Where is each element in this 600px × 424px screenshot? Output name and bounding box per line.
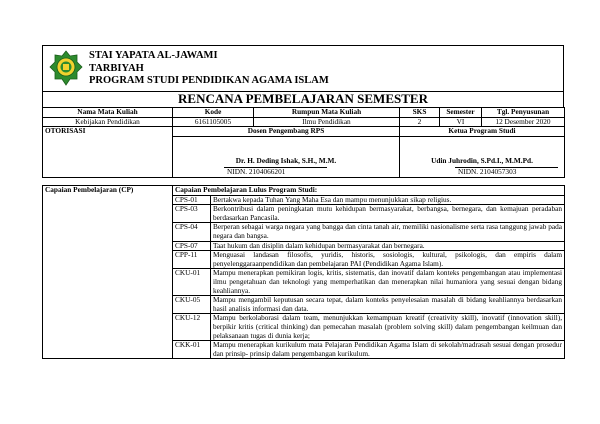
course-group-label: Rumpun Mata Kuliah <box>254 108 400 118</box>
institution-logo-icon <box>49 50 83 86</box>
cp-description: Mampu mengambil keputusan secara tepat, dalam konteks penyelesaian masalah di bidang keahliannya berdasarkan hasil analisis informasi dan data. <box>211 296 565 314</box>
course-sks: 2 <box>400 117 440 127</box>
rps-table <box>42 107 565 178</box>
cp-description: Mampu menerapkan kurikulum mata Pelajaran Pendidikan Agama Islam di sekolah/madrasah sesuai dengan prosedur dan prinsip- prinsip dalam pengembangan kurikulum. <box>211 341 565 359</box>
course-name-label: Nama Mata Kuliah <box>43 108 173 118</box>
faculty-name: TARBIYAH <box>89 62 144 74</box>
sks-label: SKS <box>400 108 440 118</box>
cp-code: CPS-07 <box>173 241 211 251</box>
course-code-label: Kode <box>173 108 254 118</box>
cp-description: Menguasai landasan filosofis, yuridis, historis, sosiologis, kultural, psikologis, dan empiris dalam penyelenggaraanpendidikan dan pembelajaran PAI (Pendidikan Agama Islam). <box>211 251 565 269</box>
cp-description: Mampu berkolaborasi dalam team, menunjukkan kemampuan kreatif (creativity skill), inovatif (innovation skill), berpikir kritis (critical thinking) dan pemecahan masalah (problem solving skill) dalam pengembangan keilmuan dan pelaksanaan tugas di dunia kerja; <box>211 314 565 341</box>
cp-description: Taat hukum dan disiplin dalam kehidupan bermasyarakat dan bernegara. <box>211 241 565 251</box>
course-group: Ilmu Pendidikan <box>254 117 400 127</box>
rps-document <box>42 45 564 424</box>
cp-heading-row <box>43 186 565 196</box>
developer-name: Dr. H. Deding Ishak, S.H., M.M. <box>235 156 337 166</box>
institution-heading <box>89 50 329 88</box>
cp-description: Mampu menerapkan pemikiran logis, kritis, sistematis, dan inovatif dalam konteks pengembangan atau implementasi ilmu pengetahuan dan teknologi yang memperhatikan dan menerapkan nilai humaniora yang sesuai dengan bidang keahliannya. <box>211 269 565 296</box>
cp-code: CKU-12 <box>173 314 211 341</box>
authorization-label: OTORISASI <box>43 127 173 178</box>
course-code: 6161105005 <box>173 117 254 127</box>
semester-label: Semester <box>440 108 482 118</box>
cp-description: Bertakwa kepada Tuhan Yang Maha Esa dan mampu menunjukkan sikap religius. <box>211 195 565 205</box>
program-name: PROGRAM STUDI PENDIDIKAN AGAMA ISLAM <box>89 75 329 86</box>
cp-description: Berperan sebagai warga negara yang bangga dan cinta tanah air, memiliki nasionalisme serta rasa tanggung jawab pada negara dan bangsa. <box>211 223 565 241</box>
course-name: Kebijakan Pendidikan <box>43 117 173 127</box>
cp-heading: Capaian Pembelajaran Lulus Program Studi: <box>173 186 565 196</box>
course-header-row <box>43 108 565 118</box>
date-label: Tgl. Penyusunan <box>482 108 565 118</box>
head-name: Udin Juhrodin, S.Pd.I., M.M.Pd. <box>431 156 533 166</box>
developer-signature-cell <box>173 136 400 177</box>
document-header <box>42 45 564 92</box>
cp-code: CKU-05 <box>173 296 211 314</box>
cp-code: CPS-03 <box>173 205 211 223</box>
cp-description: Berkontribusi dalam peningkatan mutu kehidupan bermasyarakat, berbangsa, bernegara, dan kemajuan peradaban berdasarkan Pancasila. <box>211 205 565 223</box>
cp-code: CPP-11 <box>173 251 211 269</box>
authorization-row <box>43 127 565 137</box>
cp-label: Capaian Pembelajaran (CP) <box>43 186 173 359</box>
cp-code: CPS-01 <box>173 195 211 205</box>
head-nidn: NIDN. 2104057303 <box>455 167 558 177</box>
developer-nidn: NIDN. 2104066201 <box>224 167 327 177</box>
head-signature-cell <box>400 136 565 177</box>
institution-name: STAI YAPATA AL-JAWAMI <box>89 50 218 61</box>
cp-table <box>42 185 565 359</box>
course-semester: VI <box>440 117 482 127</box>
course-date: 12 Desember 2020 <box>482 117 565 127</box>
head-label: Ketua Program Studi <box>400 127 565 137</box>
developer-label: Dosen Pengembang RPS <box>173 127 400 137</box>
cp-code: CKK-01 <box>173 341 211 359</box>
cp-code: CPS-04 <box>173 223 211 241</box>
cp-code: CKU-01 <box>173 269 211 296</box>
document-title: RENCANA PEMBELAJARAN SEMESTER <box>42 91 564 108</box>
